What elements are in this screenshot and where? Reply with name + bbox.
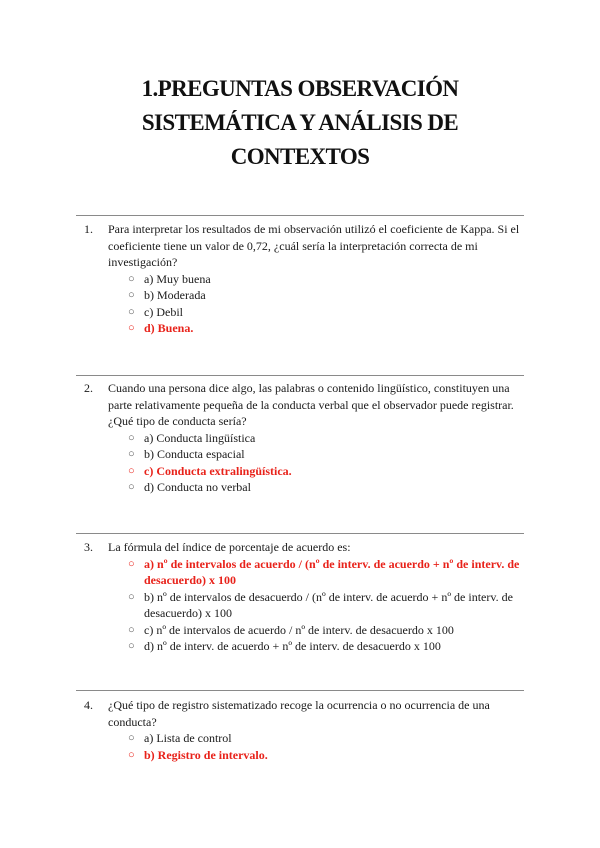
answer-option-c[interactable] (128, 304, 526, 321)
question-number: 4. (84, 698, 93, 712)
answer-label: b) Registro de intervalo. (144, 747, 268, 762)
radio-circle-icon: ○ (128, 305, 135, 318)
question-prompt: Para interpretar los resultados de mi observación utilizó el coeficiente de Kappa. Si el coeficiente tiene un valor de 0,72, ¿cuál sería la interpretación correcta de mi investigación? (108, 222, 520, 269)
answer-options (84, 556, 526, 655)
answer-option-a[interactable] (128, 271, 526, 288)
answer-label: d) Buena. (144, 321, 194, 335)
answer-label: a) Muy buena (144, 271, 211, 286)
question-text (84, 380, 526, 430)
question-3 (84, 539, 526, 655)
question-2 (84, 380, 526, 496)
answer-option-d[interactable] (128, 479, 526, 496)
question-number: 3. (84, 540, 93, 554)
answer-option-d[interactable] (128, 638, 526, 655)
question-4 (84, 697, 526, 763)
answer-label: d) nº de interv. de acuerdo + nº de interv. de desacuerdo x 100 (144, 639, 441, 653)
radio-circle-icon: ○ (128, 272, 135, 285)
answer-label: a) Lista de control (144, 731, 232, 745)
radio-circle-icon: ○ (128, 748, 135, 761)
answer-label: c) nº de intervalos de acuerdo / nº de interv. de desacuerdo x 100 (144, 622, 454, 637)
section-divider (76, 375, 524, 376)
answer-option-b[interactable] (128, 446, 526, 463)
answer-label: d) Conducta no verbal (144, 480, 251, 494)
answer-option-c[interactable] (128, 622, 526, 639)
answer-option-c[interactable] (128, 463, 526, 480)
section-divider (76, 215, 524, 216)
radio-circle-icon: ○ (128, 481, 135, 493)
radio-circle-icon: ○ (128, 431, 135, 444)
answer-option-b[interactable] (128, 287, 526, 304)
radio-circle-icon: ○ (128, 322, 135, 334)
page-title (0, 72, 600, 174)
question-prompt: Cuando una persona dice algo, las palabras o contenido lingüístico, constituyen una parte relativamente pequeña de la conducta verbal que el observador puede registrar. ¿Qué tipo de conducta sería? (108, 381, 514, 428)
answer-label: c) Conducta extralingüística. (144, 463, 292, 478)
answer-option-d[interactable] (128, 320, 526, 337)
answer-label: a) nº de intervalos de acuerdo / (nº de interv. de acuerdo + nº de interv. de desacuerdo) x 100 (144, 556, 520, 587)
radio-circle-icon: ○ (128, 732, 135, 744)
answer-option-b[interactable] (128, 589, 526, 622)
answer-options (84, 271, 526, 337)
question-text (84, 697, 526, 730)
radio-circle-icon: ○ (128, 289, 135, 301)
radio-circle-icon: ○ (128, 464, 135, 477)
question-number: 1. (84, 222, 93, 236)
question-prompt: La fórmula del índice de porcentaje de acuerdo es: (108, 540, 351, 554)
radio-circle-icon: ○ (128, 640, 135, 652)
question-text (84, 539, 526, 556)
section-divider (76, 690, 524, 691)
title-line: SISTEMÁTICA Y ANÁLISIS DE (141, 110, 459, 135)
answer-option-a[interactable] (128, 430, 526, 447)
answer-label: b) Moderada (144, 288, 206, 302)
question-1 (84, 221, 526, 337)
answer-options (84, 430, 526, 496)
section-divider (76, 533, 524, 534)
answer-option-a[interactable] (128, 730, 526, 747)
radio-circle-icon: ○ (128, 557, 135, 570)
answer-label: b) Conducta espacial (144, 447, 245, 461)
radio-circle-icon: ○ (128, 590, 135, 603)
title-line: CONTEXTOS (230, 144, 370, 169)
question-number: 2. (84, 381, 93, 395)
answer-label: a) Conducta lingüística (144, 430, 256, 445)
question-prompt: ¿Qué tipo de registro sistematizado recoge la ocurrencia o no ocurrencia de una conducta? (108, 698, 490, 729)
title-line: 1.PREGUNTAS OBSERVACIÓN (141, 76, 459, 101)
answer-options (84, 730, 526, 763)
question-text (84, 221, 526, 271)
answer-option-b[interactable] (128, 747, 526, 764)
radio-circle-icon: ○ (128, 448, 135, 460)
answer-option-a[interactable] (128, 556, 526, 589)
radio-circle-icon: ○ (128, 623, 135, 636)
answer-label: b) nº de intervalos de desacuerdo / (nº de interv. de acuerdo + nº de interv. de desacuerdo) x 100 (144, 589, 513, 620)
answer-label: c) Debil (144, 304, 183, 319)
